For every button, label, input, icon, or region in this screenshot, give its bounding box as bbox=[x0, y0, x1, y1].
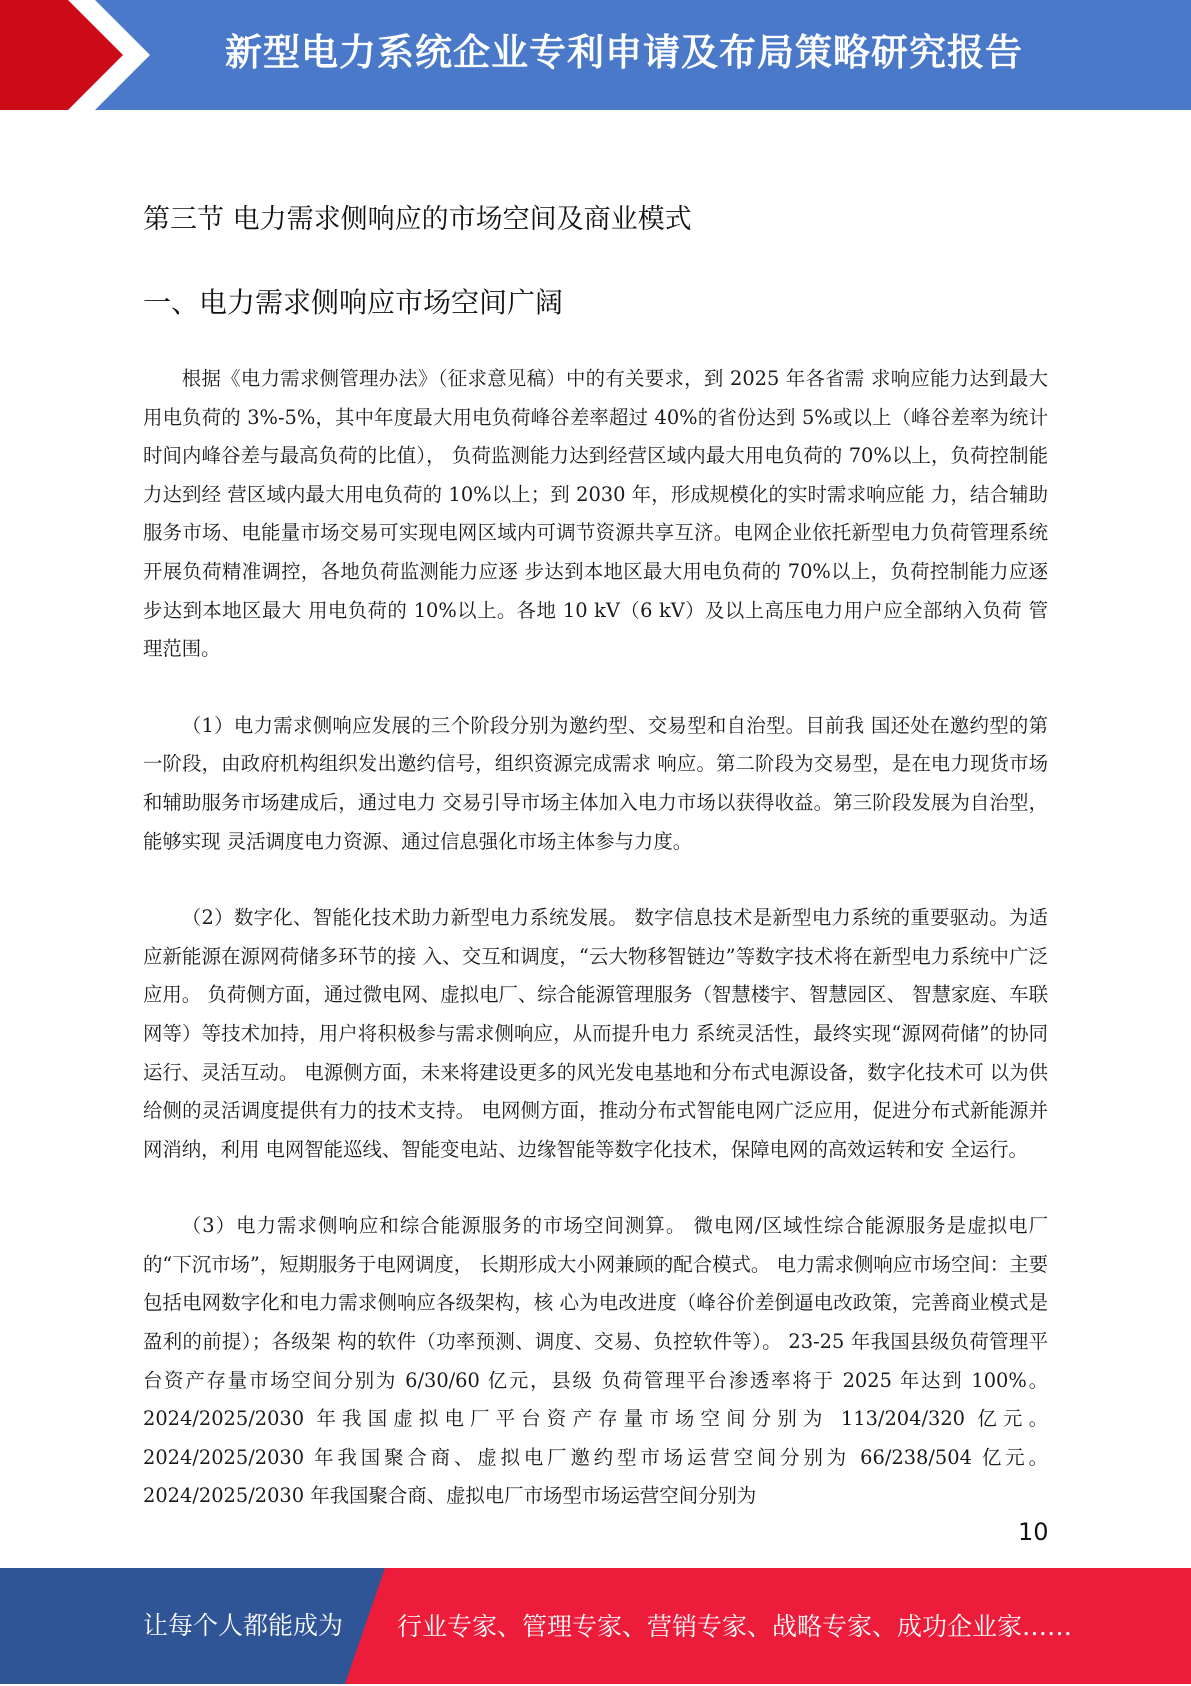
section-title: 第三节 电力需求侧响应的市场空间及商业模式 bbox=[143, 204, 692, 235]
footer-slogan-right: 行业专家、管理专家、营销专家、战略专家、成功企业家…… bbox=[397, 1612, 1073, 1641]
paragraph: 根据《电力需求侧管理办法》（征求意见稿）中的有关要求，到 2025 年各省需 求响应能力达到最大用电负荷的 3%-5%，其中年度最大用电负荷峰谷差率超过 40%的省份达到 5%或以上（峰谷差率为统计时间内峰谷差与最高负荷的比值）， 负荷监测能力达到经营区域内最大用电负荷的 70%以上，负荷控制能力达到经 营区域内最大用电负荷的 10%以上；到 2030 年，形成规模化的实时需求响应能 力，结合辅助服务市场、电能量市场交易可实现电网区域内可调节资源共享互济。电网企业依托新型电力负荷管理系统开展负荷精准调控，各地负荷监测能力应逐 步达到本地区最大用电负荷的 70%以上，负荷控制能力应逐步达到本地区最大 用电负荷的 10%以上。各地 10 kV（6 kV）及以上高压电力用户应全部纳入负荷 管理范围。 bbox=[143, 367, 1048, 661]
body-text bbox=[143, 360, 1048, 1554]
footer-banner bbox=[0, 1568, 1191, 1684]
page-number: 10 bbox=[1018, 1518, 1049, 1546]
paragraph: （3）电力需求侧响应和综合能源服务的市场空间测算。 微电网/区域性综合能源服务是虚拟电厂的“下沉市场”，短期服务于电网调度， 长期形成大小网兼顾的配合模式。 电力需求侧响应市场空间：主要包括电网数字化和电力需求侧响应各级架构，核 心为电改进度（峰谷价差倒逼电改政策，完善商业模式是盈利的前提）；各级架 构的软件（功率预测、调度、交易、负控软件等）。 23-25 年我国县级负荷管理平台资产存量市场空间分别为 6/30/60 亿元，县级 负荷管理平台渗透率将于 2025 年达到 100%。 2024/2025/2030 年我国虚拟电厂平台资产存量市场空间分别为 113/204/320 亿元。 2024/2025/2030 年我国聚合商、虚拟电厂邀约型市场运营空间分别为 66/238/504 亿元。 2024/2025/2030 年我国聚合商、虚拟电厂市场型市场运营空间分别为 bbox=[143, 1214, 1048, 1508]
subsection-title: 一、电力需求侧响应市场空间广阔 bbox=[143, 286, 564, 319]
paragraph: （2）数字化、智能化技术助力新型电力系统发展。 数字信息技术是新型电力系统的重要驱动。为适应新能源在源网荷储多环节的接 入、交互和调度，“云大物移智链边”等数字技术将在新型电力系统中广泛应用。 负荷侧方面，通过微电网、虚拟电厂、综合能源管理服务（智慧楼宇、智慧园区、 智慧家庭、车联网等）等技术加持，用户将积极参与需求侧响应，从而提升电力 系统灵活性，最终实现“源网荷储”的协同运行、灵活互动。 电源侧方面，未来将建设更多的风光发电基地和分布式电源设备，数字化技术可 以为供给侧的灵活调度提供有力的技术支持。 电网侧方面，推动分布式智能电网广泛应用，促进分布式新能源并网消纳，利用 电网智能巡线、智能变电站、边缘智能等数字化技术，保障电网的高效运转和安 全运行。 bbox=[143, 906, 1048, 1161]
header-banner bbox=[0, 0, 1191, 110]
header-arrow-icon bbox=[0, 0, 160, 110]
header-title: 新型电力系统企业专利申请及布局策略研究报告 bbox=[225, 31, 1023, 74]
footer-slogan-left: 让每个人都能成为 bbox=[143, 1611, 344, 1640]
paragraph: （1）电力需求侧响应发展的三个阶段分别为邀约型、交易型和自治型。目前我 国还处在邀约型的第一阶段，由政府机构组织发出邀约信号，组织资源完成需求 响应。第二阶段为交易型，是在电力现货市场和辅助服务市场建成后，通过电力 交易引导市场主体加入电力市场以获得收益。第三阶段发展为自治型，能够实现 灵活调度电力资源、通过信息强化市场主体参与力度。 bbox=[143, 713, 1048, 853]
